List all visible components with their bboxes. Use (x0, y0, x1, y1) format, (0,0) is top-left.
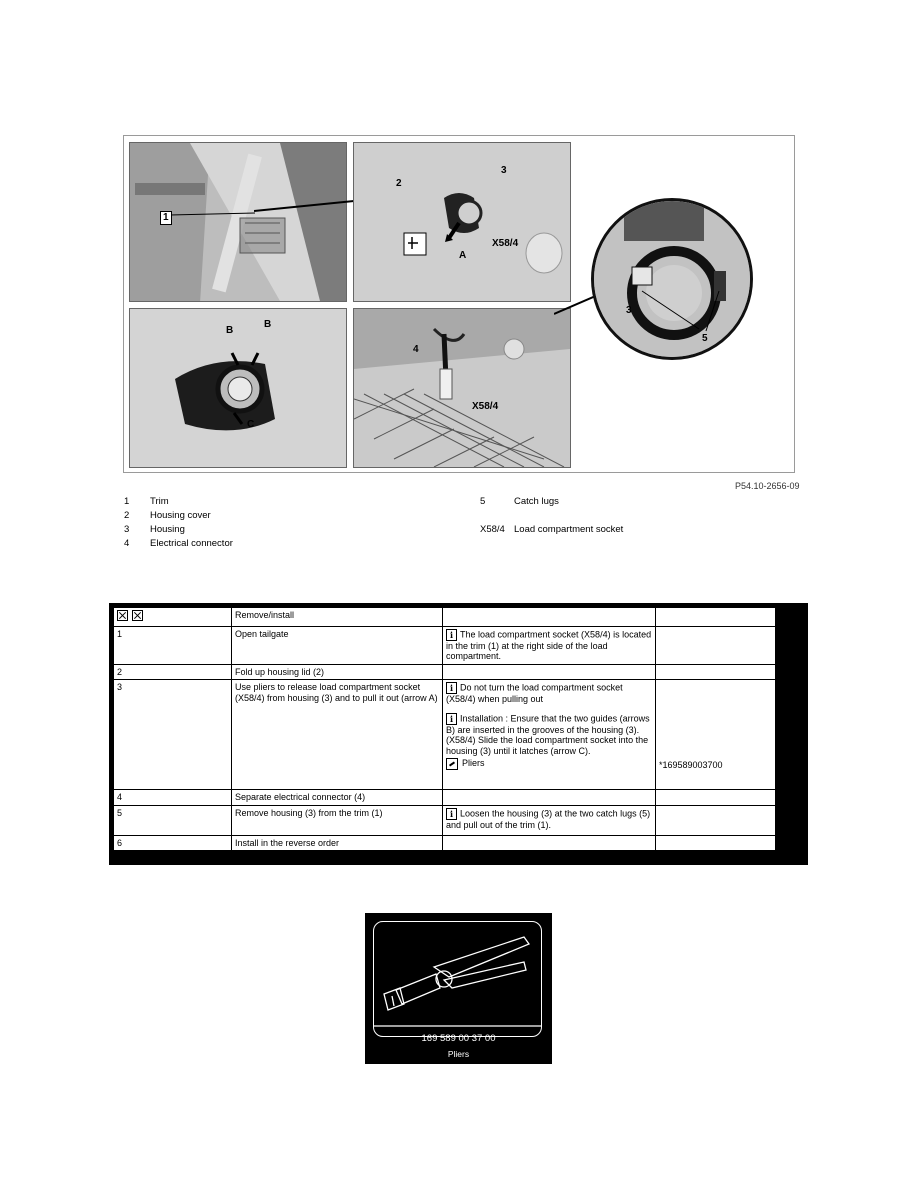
housing-detail-photo (594, 201, 750, 357)
step-number: 4 (114, 790, 232, 806)
info-icon: i (446, 629, 457, 641)
callout-arrow-b2: B (264, 319, 272, 330)
callout-lugs: 5 (702, 333, 708, 344)
tool-caption: Pliers (447, 1049, 470, 1059)
callout-socket-a: X58/4 (492, 238, 519, 249)
procedure-figure (123, 135, 795, 473)
step-note: Do not turn the load compartment socket (X58/4) when pulling out (446, 682, 623, 704)
step-note: Loosen the housing (3) at the two catch lugs (5) and pull out of the trim (1). (446, 807, 651, 830)
table-row (114, 664, 776, 680)
callout-housing-detail: 3 (626, 305, 632, 316)
figure-reference: P54.10-2656-09 (735, 481, 800, 491)
table-row (114, 805, 776, 835)
tool-code: *169589003700 (659, 760, 723, 770)
header-icons-cell (114, 608, 232, 627)
callout-socket-b: X58/4 (472, 401, 499, 412)
step-note: The load compartment socket (X58/4) is located in the trim (1) at the right side of the load compartment. (446, 628, 652, 661)
procedure-table-frame (109, 603, 808, 865)
table-header-row (114, 608, 776, 627)
panel-socket-cover (353, 142, 571, 302)
leader-line (254, 196, 354, 216)
table-row (114, 626, 776, 664)
pliers-icon (374, 922, 541, 1036)
callout-arrow-b1: B (226, 325, 234, 336)
procedure-table (113, 607, 776, 851)
info-icon: i (446, 808, 457, 820)
table-row (114, 680, 776, 790)
step-action: Fold up housing lid (2) (232, 664, 443, 680)
info-icon: i (446, 713, 457, 725)
step-number: 6 (114, 835, 232, 851)
panel-connector (353, 308, 571, 468)
callout-housing: 3 (501, 165, 507, 176)
table-row (114, 790, 776, 806)
tool-illustration-frame (373, 921, 542, 1037)
step-action: Remove housing (3) from the trim (1) (232, 805, 443, 835)
step-note: Installation : Ensure that the two guides (arrows B) are inserted in the grooves of the housing (3). (X58/4) Slide the load compartment socket into the housing (3) until it latches (arrow C). (446, 712, 650, 756)
callout-cover: 2 (396, 178, 402, 189)
callout-arrow-c: C (247, 419, 255, 430)
install-icon (132, 610, 143, 621)
step-number: 5 (114, 805, 232, 835)
callout-trim: 1 (160, 211, 172, 225)
info-icon: i (446, 682, 457, 694)
tool-icon (446, 758, 458, 770)
table-row (114, 835, 776, 851)
remove-icon (117, 610, 128, 621)
socket-cover-photo (354, 143, 570, 301)
panel-load-compartment (129, 142, 347, 302)
legend: 1 Trim 2 Housing cover 3 Housing 4 Electrical connector 5 Catch lugs X58/4 Load compartment socket (124, 496, 624, 549)
step-number: 1 (114, 626, 232, 664)
step-action: Install in the reverse order (232, 835, 443, 851)
header-title: Remove/install (232, 608, 443, 627)
step-action: Use pliers to release load compartment socket (X58/4) from housing (3) and to pull it out (arrow A) (232, 680, 443, 790)
socket-arrows-photo (130, 309, 346, 467)
tool-card (365, 913, 552, 1064)
callout-connector: 4 (413, 344, 419, 355)
panel-socket-arrows (129, 308, 347, 468)
connector-photo (354, 309, 570, 467)
callout-arrow-a: A (459, 250, 467, 261)
tool-number: 169 589 00 37 00 (421, 1033, 496, 1044)
step-number: 2 (114, 664, 232, 680)
housing-detail-circle (591, 198, 753, 360)
step-number: 3 (114, 680, 232, 790)
step-action: Separate electrical connector (4) (232, 790, 443, 806)
step-tool: Pliers (462, 758, 485, 769)
step-action: Open tailgate (232, 626, 443, 664)
